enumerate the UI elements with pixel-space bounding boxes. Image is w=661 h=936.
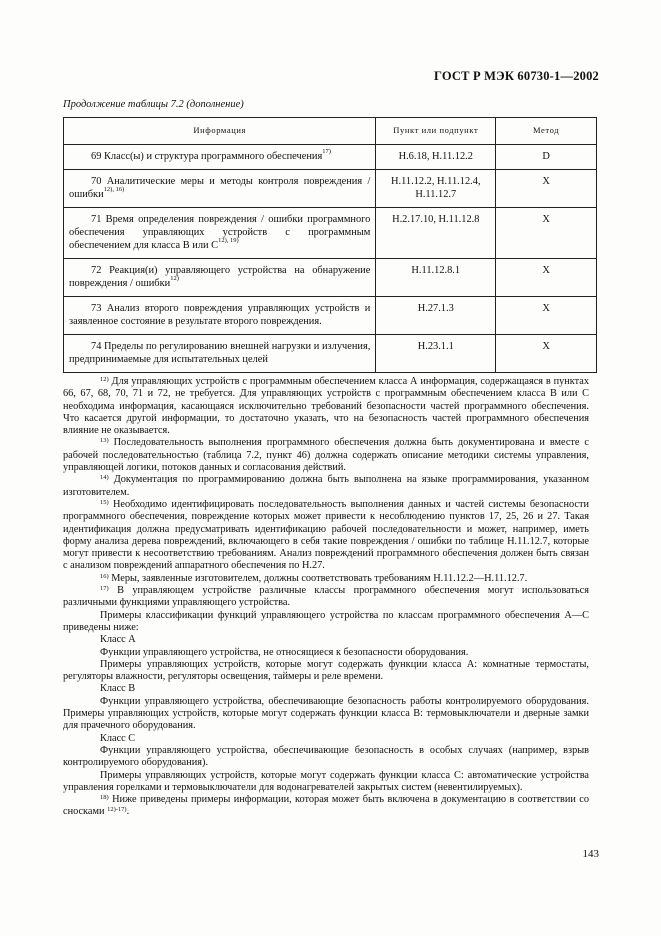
table-row: [64, 334, 597, 372]
information-text: 73 Анализ второго повреждения управляющих устройств и заявленное состояние в результате второго повреждения.: [69, 302, 371, 327]
information-text: 74 Пределы по регулированию внешней нагрузки и излучения, предпринимаемые для испытательных целей: [69, 340, 371, 365]
cell-method: X: [496, 169, 597, 207]
cell-clause: Н.2.17.10, Н.11.12.8: [376, 207, 496, 258]
table-caption: Продолжение таблицы 7.2 (дополнение): [63, 99, 244, 110]
header-clause: Пункт или подпункт: [376, 118, 496, 145]
cell-clause: Н.27.1.3: [376, 296, 496, 334]
footnote-marker: 15): [100, 498, 109, 506]
cell-information: [64, 144, 376, 169]
footnote-text: Примеры классификации функций управляющего устройства по классам программного обеспечения А—С приведены ниже:: [63, 609, 589, 633]
footnote-marker: 17): [100, 585, 109, 593]
footnote-tail: .: [126, 806, 130, 818]
requirements-table: [63, 117, 597, 373]
cell-information: [64, 258, 376, 296]
document-header: ГОСТ Р МЭК 60730-1—2002: [434, 69, 599, 83]
cell-method: D: [496, 144, 597, 169]
footnote-text: Примеры управляющих устройств, которые могут содержать функции класса С: автоматические устройства управления горелками и термовыключатели для водонагревателей закрытых систем (невентилируемых).: [63, 769, 589, 793]
footnote-text: Функции управляющего устройства, обеспечивающие безопасность в особых случаях (например, взрыв контролируемого оборудования).: [63, 744, 589, 769]
cell-information: [64, 296, 376, 334]
footnote-text: Последовательность выполнения программного обеспечения должна быть документирована и вместе с рабочей последовательностью (таблица 7.2, пункт 46) должна содержать описание методики системы управления, управляющей логики, потоков данных и согласования действий.: [63, 437, 589, 474]
cell-information: [64, 169, 376, 207]
footnote-paragraph: [63, 610, 589, 635]
footnote-text: Ниже приведены примеры информации, которая может быть включена в документацию в соответствии со сносками: [63, 794, 589, 818]
footnote-paragraph: [63, 437, 589, 474]
footnote-paragraph: [63, 733, 589, 745]
footnote-paragraph: [63, 634, 589, 646]
footnote-paragraph: [63, 659, 589, 684]
footnote-paragraph: [63, 573, 589, 585]
footnote-text: В управляющем устройстве различные классы программного обеспечения могут использоваться различными функциями управляющего устройства.: [63, 585, 589, 609]
footnote-marker: 13): [100, 437, 109, 445]
footnote-paragraph: [63, 585, 589, 610]
information-text: 69 Класс(ы) и структура программного обеспечения: [91, 150, 323, 162]
footnote-paragraph: [63, 376, 589, 437]
footnote-marker: 14): [100, 474, 109, 482]
cell-method: X: [496, 334, 597, 372]
cell-clause: Н.6.18, Н.11.12.2: [376, 144, 496, 169]
information-text: 70 Аналитические меры и методы контроля повреждения / ошибки: [69, 175, 371, 200]
footnote-text: Меры, заявленные изготовителем, должны соответствовать требованиям Н.11.12.2—Н.11.12.7.: [108, 572, 528, 584]
cell-method: X: [496, 296, 597, 334]
footnote-text: Документация по программированию должна быть выполнена на языке программирования, указанном изготовителем.: [63, 474, 589, 498]
header-method: Метод: [496, 118, 597, 145]
footnote-text: Для управляющих устройств с программным обеспечением класса А информация, содержащаяся в пунктах 66, 67, 68, 70, 71 и 72, не требуется. Для управляющих устройств с программным обеспечением класса В или С необходима информация, касающаяся исключительно требований безопасности частей программного обеспечения. Что касается другой информации, то достаточно указать, что на безопасность частей программного обеспечения влияние не оказывается.: [63, 376, 589, 437]
footnote-paragraph: [63, 794, 589, 819]
information-text: 71 Время определения повреждения / ошибки программного обеспечения управляющих устройств с программным обеспечением для класса В или С: [69, 213, 371, 251]
footnote-text: Класс С: [100, 732, 136, 744]
footnote-ref: 17): [322, 147, 331, 155]
footnote-paragraph: [63, 696, 589, 733]
page-number: 143: [582, 848, 599, 860]
table-row: [64, 207, 597, 258]
cell-method: X: [496, 258, 597, 296]
footnote-marker: 16): [100, 572, 109, 580]
footnote-ref: 12)-17): [107, 806, 127, 814]
cell-clause: Н.11.12.8.1: [376, 258, 496, 296]
table-row: [64, 169, 597, 207]
cell-information: [64, 207, 376, 258]
cell-method: X: [496, 207, 597, 258]
information-text: 72 Реакция(и) управляющего устройства на обнаружение повреждения / ошибки: [69, 264, 371, 289]
footnote-text: Функции управляющего устройства, обеспечивающие безопасность работы контролируемого оборудования. Примеры управляющих устройств, которые могут содержать функции класса В: термовыключатели и дверные замки для прачечного оборудования.: [63, 695, 589, 732]
footnote-text: Примеры управляющих устройств, которые могут содержать функции класса А: комнатные термостаты, регуляторы влажности, регуляторы освещения, таймеры и реле времени.: [63, 658, 589, 683]
footnote-ref: 12), 16): [103, 185, 125, 193]
footnote-ref: 12): [170, 274, 179, 282]
footnote-paragraph: [63, 499, 589, 573]
table-row: [64, 144, 597, 169]
footnote-paragraph: [63, 745, 589, 770]
footnote-text: Класс В: [100, 683, 136, 695]
cell-information: [64, 334, 376, 372]
footnote-text: Необходимо идентифицировать последовательность выполнения данных и частей системы безопасности программного обеспечения, повреждение которых может привести к несоблюдению пунктов 17, 25, 26 и 27. Такая идентификация должна предусматривать идентификацию рабочей последовательности и может, например, иметь форму анализа дерева повреждений, включающего в себя такие повреждения / ошибки по таблице Н.11.12.7, которые могут привести к несоответствию требованиям. Анализ повреждений программного обеспечения должен быть связан с анализом повреждений аппаратного обеспечения по Н.27.: [63, 498, 589, 572]
cell-clause: Н.23.1.1: [376, 334, 496, 372]
footnote-text: Функции управляющего устройства, не относящиеся к безопасности оборудования.: [100, 646, 469, 658]
footnote-marker: 18): [100, 794, 109, 802]
footnote-marker: 12): [100, 376, 109, 383]
footnote-paragraph: [63, 474, 589, 499]
footnote-text: Класс А: [100, 634, 136, 646]
footnote-ref: 12), 19): [218, 236, 239, 244]
cell-clause: Н.11.12.2, Н.11.12.4, Н.11.12.7: [376, 169, 496, 207]
footnote-paragraph: [63, 770, 589, 795]
footnote-paragraph: [63, 683, 589, 695]
footnote-paragraph: [63, 647, 589, 659]
table-row: [64, 296, 597, 334]
table-header-row: [64, 118, 597, 145]
table-row: [64, 258, 597, 296]
header-information: Информация: [64, 118, 376, 145]
footnotes: [63, 376, 589, 819]
